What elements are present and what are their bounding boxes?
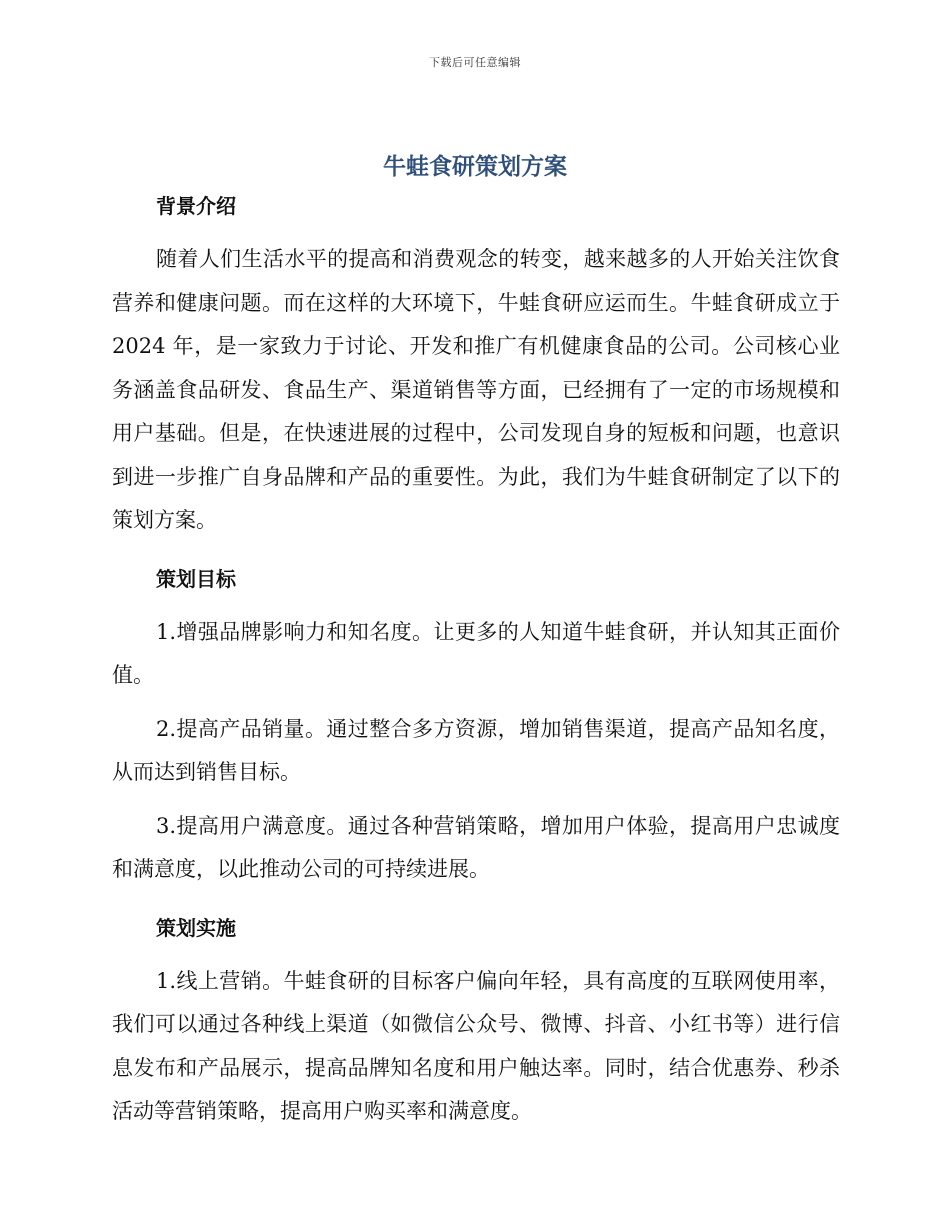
section-heading-goals: 策划目标 bbox=[156, 566, 236, 591]
paragraph: 3.提高用户满意度。通过各种营销策略，增加用户体验，提高用户忠诚度和满意度，以此推动公司的可持续进展。 bbox=[112, 813, 840, 881]
document-title: 牛蛙食研策划方案 bbox=[383, 154, 567, 180]
document-body bbox=[112, 188, 840, 1134]
header-note: 下载后可任意编辑 bbox=[429, 56, 521, 69]
paragraph: 1.增强品牌影响力和知名度。让更多的人知道牛蛙食研，并认知其正面价值。 bbox=[112, 619, 840, 687]
section-heading-background: 背景介绍 bbox=[156, 194, 236, 218]
paragraph: 随着人们生活水平的提高和消费观念的转变，越来越多的人开始关注饮食营养和健康问题。而在这样的大环境下，牛蛙食研应运而生。牛蛙食研成立于 2024 年，是一家致力于讨论、开发和推广有机健康食品的公司。公司核心业务涵盖食品研发、食品生产、渠道销售等方面，已经拥有了一定的市场规模和用户基础。但是，在快速进展的过程中，公司发现自身的短板和问题，也意识到进一步推广自身品牌和产品的重要性。为此，我们为牛蛙食研制定了以下的策划方案。 bbox=[112, 247, 840, 532]
paragraph: 2.提高产品销量。通过整合多方资源，增加销售渠道，提高产品知名度，从而达到销售目标。 bbox=[112, 716, 840, 784]
section-heading-implementation: 策划实施 bbox=[156, 915, 236, 940]
paragraph: 1.线上营销。牛蛙食研的目标客户偏向年轻，具有高度的互联网使用率，我们可以通过各种线上渠道（如微信公众号、微博、抖音、小红书等）进行信息发布和产品展示，提高品牌知名度和用户触达率。同时，结合优惠券、秒杀活动等营销策略，提高用户购买率和满意度。 bbox=[112, 968, 840, 1123]
